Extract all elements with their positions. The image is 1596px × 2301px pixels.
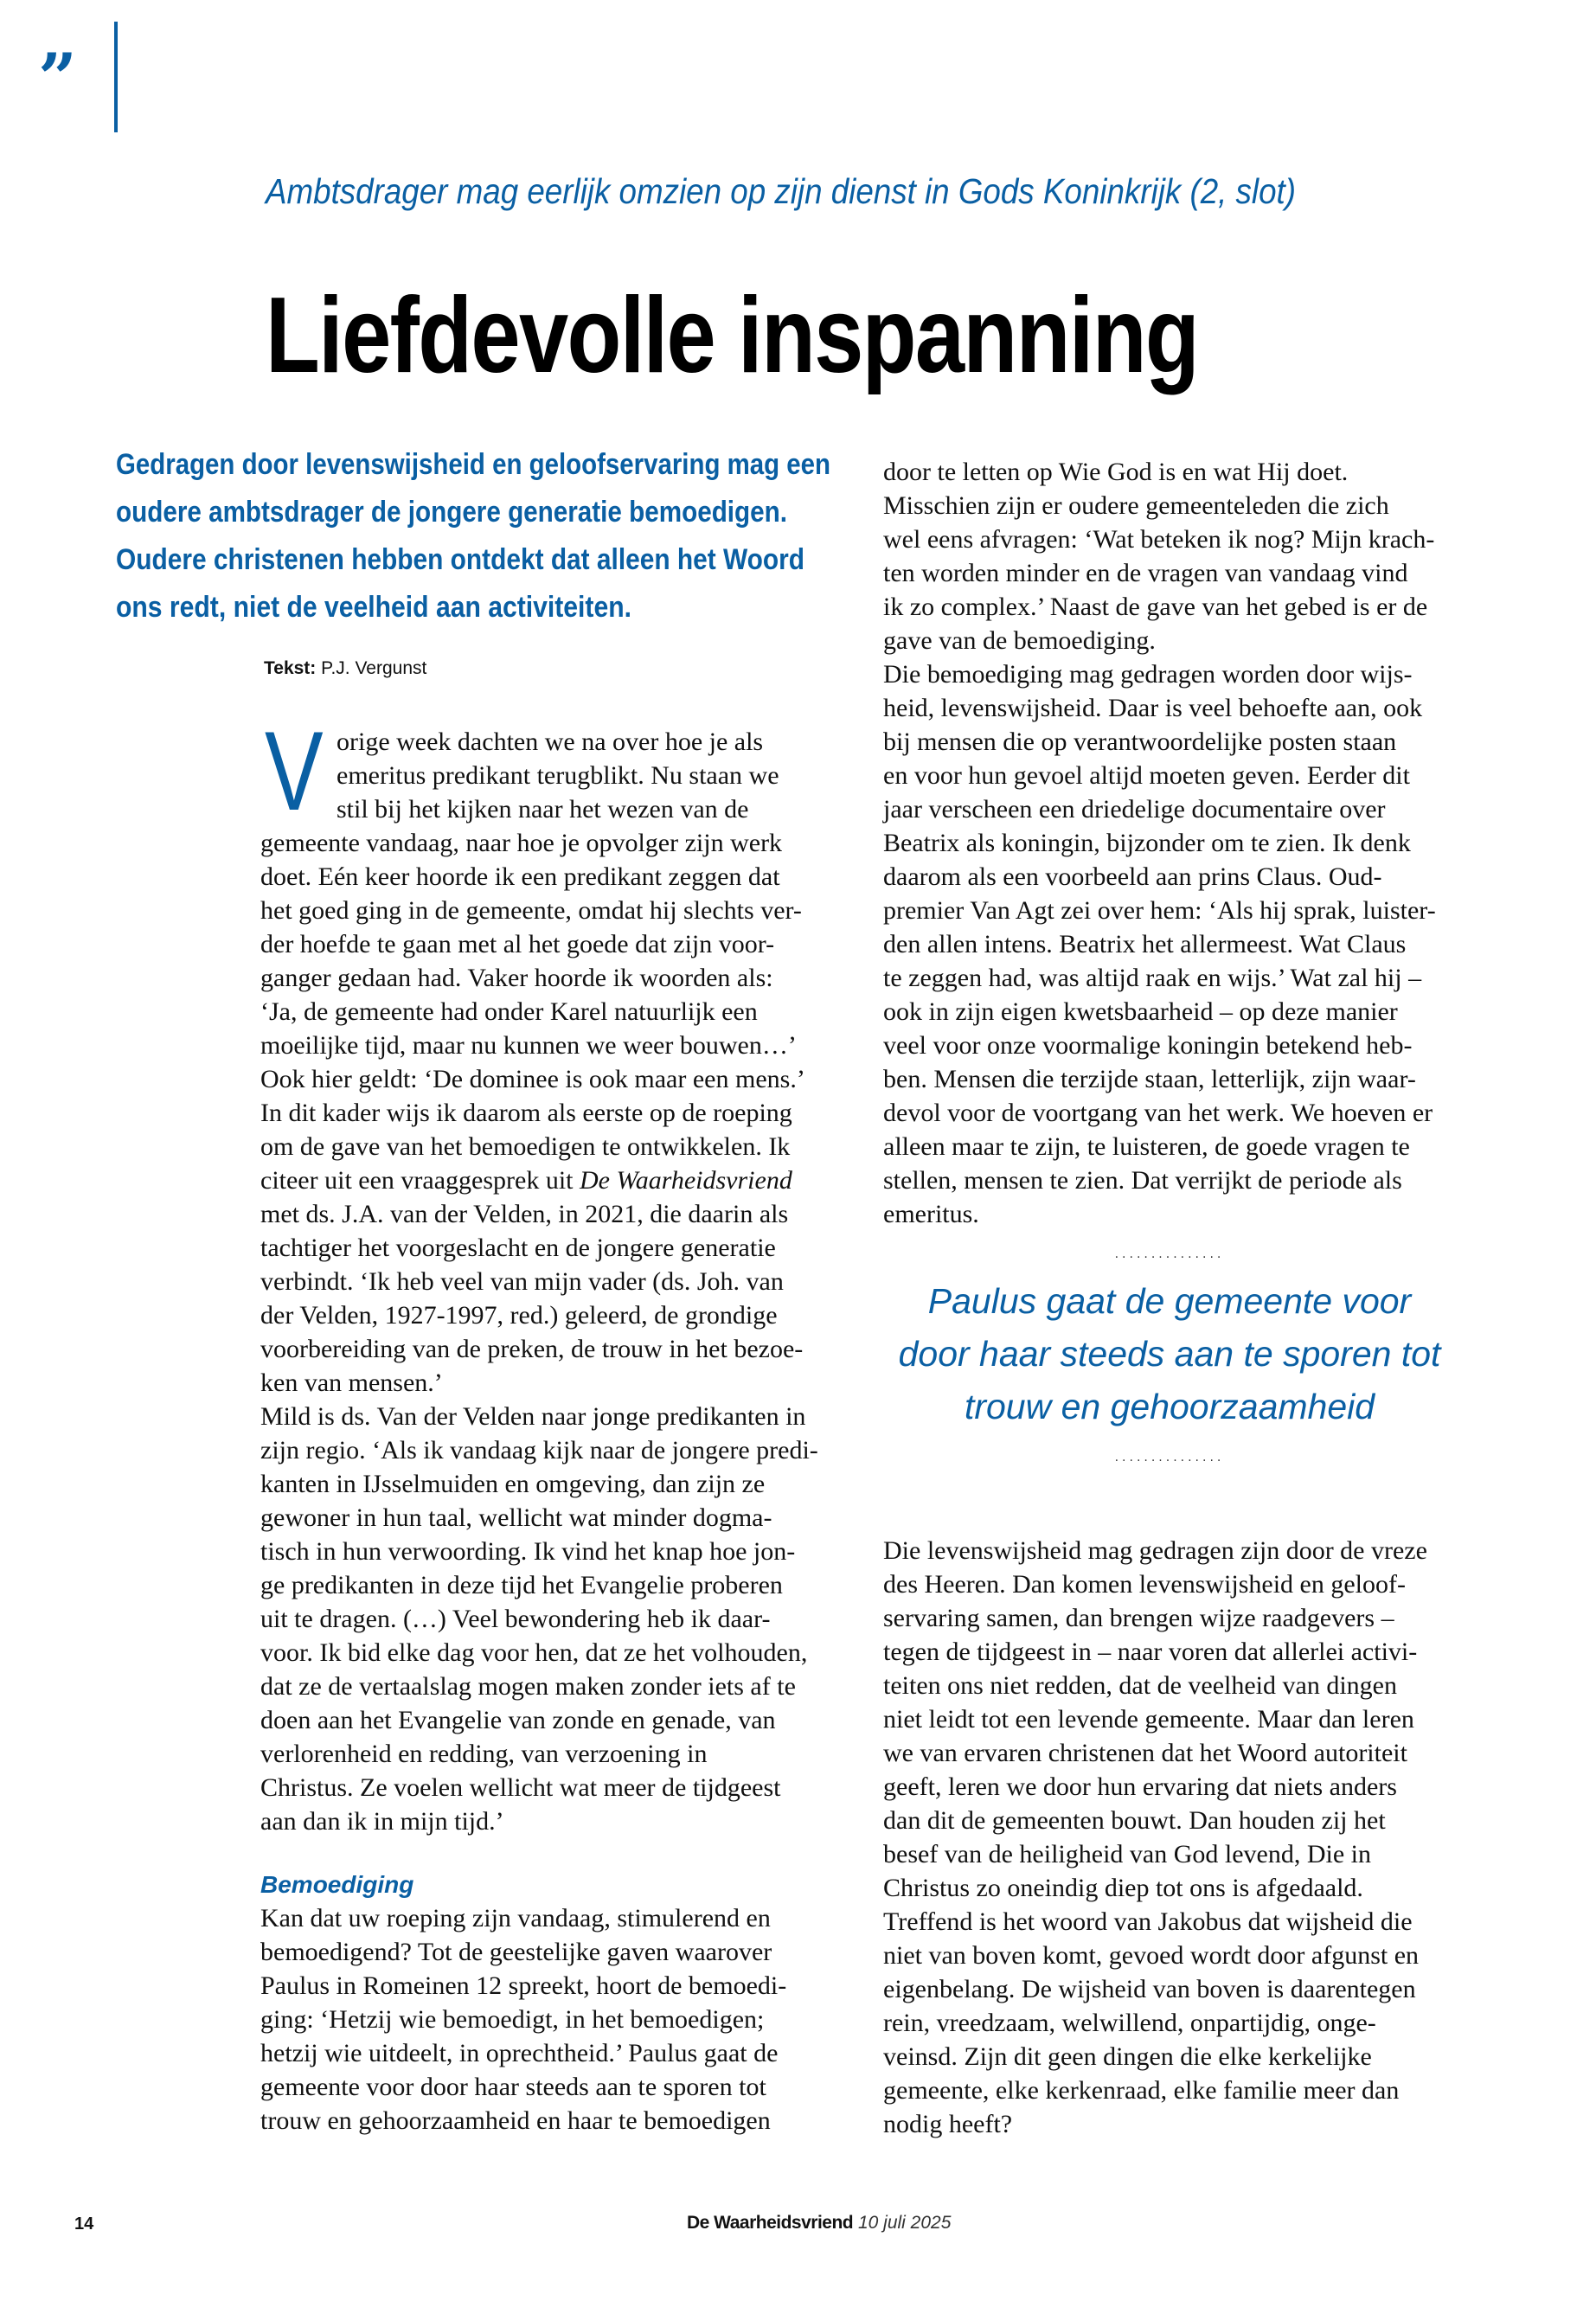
text-line: en voor hun gevoel altijd moeten geven. Eerder dit [883,761,1410,790]
text-line: verlorenheid en redding, van verzoening in [260,1740,708,1768]
text-line: servaring samen, dan brengen wijze raadgevers – [883,1604,1394,1632]
text-line: stil bij het kijken naar het wezen van de [337,795,749,824]
text-line: Ook hier geldt: ‘De dominee is ook maar een mens.’ [260,1065,805,1093]
pull-quote [883,1246,1456,1466]
byline [264,656,426,682]
text-line: ik zo complex.’ Naast de gave van het gebed is er de [883,593,1428,621]
pull-quote-divider-top: ............... [1114,1247,1225,1261]
text-line: wel eens afvragen: ‘Wat beteken ik nog? Mijn krach- [883,525,1435,554]
lead-line: oudere ambtsdrager de jongere generatie bemoedigen. [116,496,787,529]
lead-line: Gedragen door levenswijsheid en geloofservaring mag een [116,448,831,481]
text-line: ging: ‘Hetzij wie bemoedigt, in het bemoedigen; [260,2005,765,2034]
text-line: Paulus in Romeinen 12 spreekt, hoort de bemoedi- [260,1971,787,2000]
text-line: den allen intens. Beatrix het allermeest. Wat Claus [883,930,1407,958]
text-line: kanten in IJsselmuiden en omgeving, dan zijn ze [260,1470,766,1498]
drop-cap: V [265,708,324,834]
text-line: Die levenswijsheid mag gedragen zijn door de vreze [883,1536,1427,1565]
text-line: rein, vreedzaam, welwillend, onpartijdig, onge- [883,2009,1376,2037]
text-line: door te letten op Wie God is en wat Hij doet. [883,458,1349,486]
text-line: geeft, leren we door hun ervaring dat niets anders [883,1772,1397,1801]
column-1 [260,725,831,2138]
footer-publication [687,2213,951,2234]
text-line: devol voor de voortgang van het werk. We hoeven er [883,1099,1433,1127]
publication-name: De Waarheidsvriend [687,2213,854,2233]
column-2-continued [883,1534,1456,2141]
text-line: teiten ons niet redden, dat de veelheid van dingen [883,1671,1397,1700]
article-lead [116,441,834,631]
text-line: Christus zo oneindig diep tot ons is afgedaald. [883,1874,1363,1902]
text-line: Die bemoediging mag gedragen worden door wijs- [883,660,1413,689]
text-line: trouw en gehoorzaamheid en haar te bemoedigen [260,2106,771,2135]
pull-quote-line: trouw en gehoorzaamheid [964,1387,1375,1426]
text-line: hetzij wie uitdeelt, in oprechtheid.’ Paulus gaat de [260,2039,779,2067]
article-title: Liefdevolle inspanning [266,276,1199,395]
text-line: orige week dachten we na over hoe je als [337,727,764,756]
text-line: dan dit de gemeenten bouwt. Dan houden zij het [883,1806,1386,1835]
text-line: we van ervaren christenen dat het Woord autoriteit [883,1739,1407,1767]
text-line: Christus. Ze voelen wellicht wat meer de tijdgeest [260,1773,781,1802]
text-line: voorbereiding van de preken, de trouw in het bezoe- [260,1335,804,1363]
pull-quote-line: Paulus gaat de gemeente voor [927,1281,1412,1321]
text-line: niet leidt tot een levende gemeente. Maar dan leren [883,1705,1414,1734]
text-line: gemeente, elke kerkenraad, elke familie meer dan [883,2076,1400,2105]
text-line: bemoedigend? Tot de geestelijke gaven waarover [260,1938,772,1966]
publication-title-italic: De Waarheidsvriend [580,1166,792,1195]
section-heading: Bemoediging [260,1871,414,1898]
text-line: ‘Ja, de gemeente had onder Karel natuurlijk een [260,997,758,1026]
text-line: ganger gedaan had. Vaker hoorde ik woorden als: [260,964,773,992]
text-line: tisch in hun verwoording. Ik vind het knap hoe jon- [260,1537,796,1566]
text-line: doet. Eén keer hoorde ik een predikant zeggen dat [260,862,780,891]
lead-line: ons redt, niet de veelheid aan activiteiten. [116,591,631,624]
text-line: Treffend is het woord van Jakobus dat wijsheid die [883,1907,1413,1936]
text-line: tachtiger het voorgeslacht en de jongere generatie [260,1234,776,1262]
text-line: niet van boven komt, gevoed wordt door afgunst en [883,1941,1420,1970]
byline-label: Tekst: [264,658,317,678]
publication-date: 10 juli 2025 [857,2213,952,2233]
text-line: emeritus predikant terugblikt. Nu staan we [337,761,779,790]
text-line: te zeggen had, was altijd raak en wijs.’ Wat zal hij – [883,964,1422,992]
column-2 [883,455,1456,1231]
text-line: ook in zijn eigen kwetsbaarheid – op deze manier [883,997,1398,1026]
text-line: zijn regio. ‘Als ik vandaag kijk naar de jongere predi- [260,1436,818,1465]
text-line: verbindt. ‘Ik heb veel van mijn vader (ds. Joh. van [260,1267,784,1296]
text-line: eigenbelang. De wijsheid van boven is daarentegen [883,1975,1416,2003]
text-line: emeritus. [883,1200,979,1228]
text-line: aan dan ik in mijn tijd.’ [260,1807,504,1836]
page-number: 14 [74,2214,94,2234]
text-line: bij mensen die op verantwoordelijke posten staan [883,727,1397,756]
text-line: ten worden minder en de vragen van vandaag vind [883,559,1408,587]
text-line: gave van de bemoediging. [883,626,1156,655]
article-kicker: Ambtsdrager mag eerlijk omzien op zijn dienst in Gods Koninkrijk (2, slot) [266,171,1297,211]
byline-author: P.J. Vergunst [321,658,427,678]
text-line: doen aan het Evangelie van zonde en genade, van [260,1706,776,1734]
text-line: het goed ging in de gemeente, omdat hij slechts ver- [260,896,802,925]
text-line: der Velden, 1927-1997, red.) geleerd, de grondige [260,1301,778,1330]
text-line: stellen, mensen te zien. Dat verrijkt de periode als [883,1166,1402,1195]
paragraph-gap [260,1838,831,1868]
text-line: ken van mensen.’ [260,1368,443,1397]
text-line: moeilijke tijd, maar nu kunnen we weer bouwen…’ [260,1031,797,1060]
text-line: voor. Ik bid elke dag voor hen, dat ze het volhouden, [260,1638,808,1667]
text-line: nodig heeft? [883,2110,1013,2138]
text-line: alleen maar te zijn, te luisteren, de goede vragen te [883,1132,1410,1161]
lead-line: Oudere christenen hebben ontdekt dat alleen het Woord [116,543,804,576]
text-line: uit te dragen. (…) Veel bewondering heb ik daar- [260,1605,771,1633]
text-line: tegen de tijdgeest in – naar voren dat allerlei activi- [883,1638,1418,1666]
text-line: Beatrix als koningin, bijzonder om te zien. Ik denk [883,829,1411,857]
text-line: der hoefde te gaan met al het goede dat zijn voor- [260,930,775,958]
text-line: gemeente vandaag, naar hoe je opvolger zijn werk [260,829,783,857]
text-line [260,1163,831,1197]
text-line: heid, levenswijsheid. Daar is veel behoefte aan, ook [883,694,1423,722]
text-line: ben. Mensen die terzijde staan, letterlijk, zijn waar- [883,1065,1416,1093]
text-line: ge predikanten in deze tijd het Evangelie proberen [260,1571,783,1599]
text-line: veel voor onze voormalige koningin betekend heb- [883,1031,1413,1060]
vertical-rule [114,22,118,132]
text-line: daarom als een voorbeeld aan prins Claus. Oud- [883,862,1382,891]
text-line: besef van de heiligheid van God levend, Die in [883,1840,1371,1868]
quote-mark-icon: ” [38,39,72,118]
text-line: om de gave van het bemoedigen te ontwikkelen. Ik [260,1132,791,1161]
text-fragment: citeer uit een vraaggesprek uit [260,1166,580,1195]
text-line: gemeente voor door haar steeds aan te sporen tot [260,2073,766,2101]
text-line: gewoner in hun taal, wellicht wat minder dogma- [260,1503,772,1532]
text-line: des Heeren. Dan komen levenswijsheid en geloof- [883,1570,1406,1599]
text-line: Misschien zijn er oudere gemeenteleden die zich [883,491,1389,520]
text-line: premier Van Agt zei over hem: ‘Als hij sprak, luister- [883,896,1436,925]
pull-quote-divider-bottom: ............... [1114,1451,1225,1465]
text-line: veinsd. Zijn dit geen dingen die elke kerkelijke [883,2042,1372,2071]
text-line: met ds. J.A. van der Velden, in 2021, die daarin als [260,1200,789,1228]
pull-quote-line: door haar steeds aan te sporen tot [898,1334,1441,1374]
text-line: Kan dat uw roeping zijn vandaag, stimulerend en [260,1904,771,1932]
text-line: dat ze de vertaalslag mogen maken zonder iets af te [260,1672,796,1701]
text-line: jaar verscheen een driedelige documentaire over [883,795,1386,824]
text-line: In dit kader wijs ik daarom als eerste op de roeping [260,1099,792,1127]
text-line: Mild is ds. Van der Velden naar jonge predikanten in [260,1402,806,1431]
